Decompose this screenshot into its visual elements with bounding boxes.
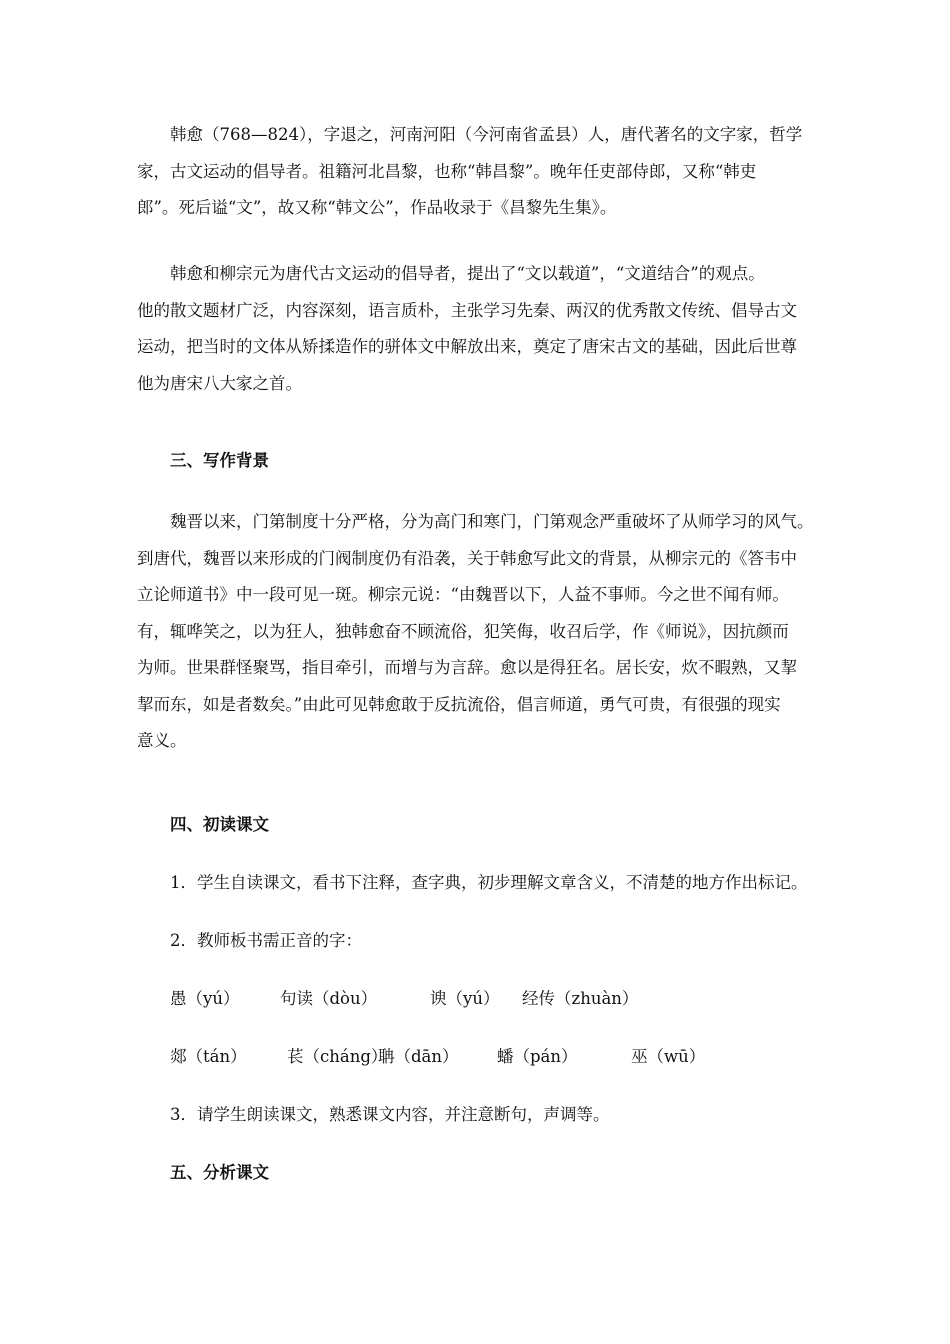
text-line: 他为唐宋八大家之首。 (137, 373, 302, 393)
bio-paragraph (137, 117, 822, 227)
pronunciation-entry: 聃（dān） (378, 1047, 459, 1066)
pronunciation-entry: 蟠（pán） (497, 1047, 578, 1066)
pronunciation-entry: 郯（tán） (170, 1047, 247, 1066)
pronunciation-entry: 苌（cháng） (287, 1047, 388, 1066)
text-line: 郎”。死后谥“文”，故又称“韩文公”，作品收录于《昌黎先生集》。 (137, 198, 617, 217)
text-line: 意义。 (137, 731, 187, 750)
text-line: 挈而东，如是者数矣。”由此可见韩愈敢于反抗流俗，倡言师道，勇气可贵，有很强的现实 (137, 694, 781, 714)
list-item: 3．请学生朗读课文，熟悉课文内容，并注意断句，声调等。 (170, 1105, 610, 1124)
text-line: 魏晋以来，门第制度十分严格，分为高门和寒门，门第观念严重破坏了从师学习的风气。 (170, 512, 814, 531)
pronunciation-entry: 愚（yú） (170, 989, 240, 1008)
movement-paragraph (137, 256, 822, 402)
background-paragraph (137, 504, 822, 760)
text-line: 韩愈（768—824），字退之，河南河阳（今河南省孟县）人，唐代著名的文字家，哲学 (170, 125, 803, 144)
text-line: 家，古文运动的倡导者。祖籍河北昌黎，也称“韩昌黎”。晚年任吏部侍郎，又称“韩吏 (137, 161, 757, 181)
list-item: 1．学生自读课文，看书下注释，查字典，初步理解文章含义，不清楚的地方作出标记。 (170, 873, 808, 892)
text-line: 他的散文题材广泛，内容深刻，语言质朴，主张学习先秦、两汉的优秀散文传统、倡导古文 (137, 300, 797, 320)
section-heading-first-reading: 四、初读课文 (170, 815, 269, 834)
pronunciation-entry: 巫（wū） (631, 1047, 706, 1066)
text-line: 为师。世果群怪聚骂，指目牵引，而增与为言辞。愈以是得狂名。居长安，炊不暇熟，又挈 (137, 658, 797, 677)
section-heading-text-analysis: 五、分析课文 (170, 1163, 269, 1182)
text-line: 到唐代，魏晋以来形成的门阀制度仍有沿袭，关于韩愈写此文的背景，从柳宗元的《答韦中 (137, 548, 797, 568)
pronunciation-entry: 谀（yú） (430, 989, 500, 1008)
pronunciation-entry: 句读（dòu） (280, 989, 378, 1008)
list-item: 2．教师板书需正音的字： (170, 931, 362, 950)
text-line: 立论师道书》中一段可见一斑。柳宗元说：“由魏晋以下，人益不事师。今之世不闻有师。 (137, 585, 789, 604)
section-heading-background: 三、写作背景 (170, 451, 269, 470)
text-line: 运动，把当时的文体从矫揉造作的骈体文中解放出来，奠定了唐宋古文的基础，因此后世尊 (137, 337, 797, 356)
pronunciation-entry: 经传（zhuàn） (522, 989, 639, 1008)
text-line: 韩愈和柳宗元为唐代古文运动的倡导者，提出了“文以载道”，“文道结合”的观点。 (170, 264, 765, 283)
text-line: 有，辄哗笑之，以为狂人，独韩愈奋不顾流俗，犯笑侮，收召后学，作《师说》，因抗颜而 (137, 621, 789, 641)
